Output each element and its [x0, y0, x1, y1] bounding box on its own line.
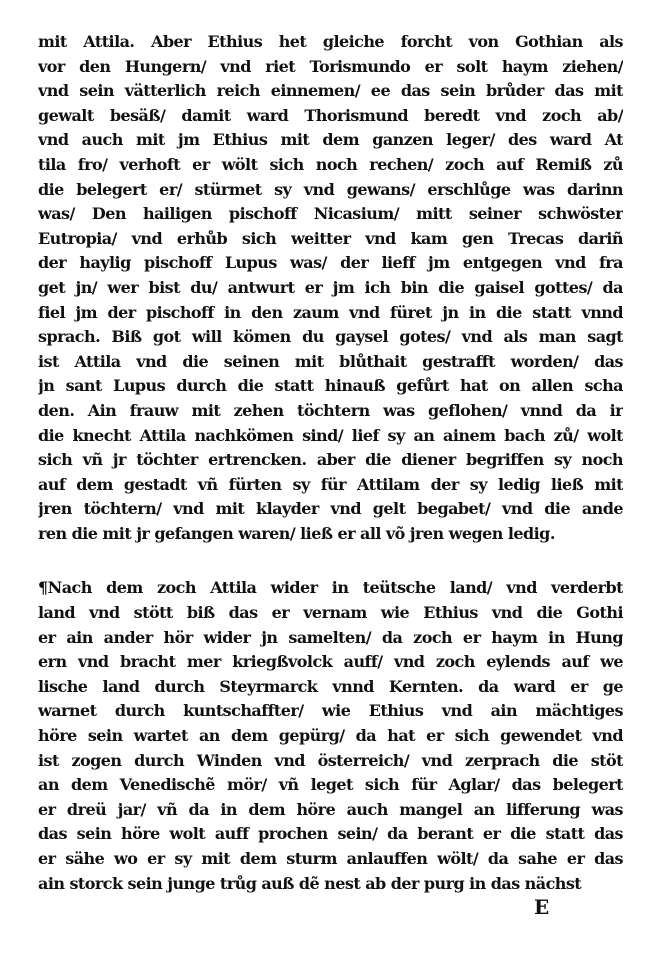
text-line: get jn/ wer bist du/ antwurt er jm ich bin die gaisel gottes/ da — [38, 277, 623, 297]
text-line: ist Attila vnd die seinen mit blůthait gestrafft worden/ das — [38, 351, 623, 371]
page-text-block — [38, 30, 623, 896]
text-line: gewalt besäß/ damit ward Thorismund beredt vnd zoch ab/ — [38, 105, 623, 125]
text-line: ren die mit jr gefangen waren/ ließ er all võ jren wegen ledig. — [38, 523, 555, 543]
text-line: Eutropia/ vnd erhůb sich weitter vnd kam gen Trecas dariñ — [38, 228, 623, 248]
text-line: mit Attila. Aber Ethius het gleiche forcht von Gothian als — [38, 32, 623, 51]
text-line: lische land durch Steyrmarck vnnd Kernten. da ward er ge — [38, 676, 623, 696]
text-line: er ain ander hör wider jn samelten/ da zoch er haym in Hung — [38, 627, 623, 647]
text-line: die knecht Attila nachkömen sind/ lief sy an ainem bach zů/ wolt — [38, 425, 623, 445]
text-line: der haylig pischoff Lupus was/ der lieff jm entgegen vnd fra — [38, 253, 623, 273]
paragraph-gap — [38, 546, 623, 576]
catchword: E — [534, 895, 550, 919]
text-line: vnd auch mit jm Ethius mit dem ganzen leger/ des ward At — [38, 130, 623, 150]
text-line: er sähe wo er sy mit dem sturm anlauffen wölt/ da sahe er das — [38, 849, 623, 868]
text-line: die belegert er/ stürmet sy vnd gewans/ erschlůge was darinn — [38, 179, 623, 199]
text-line: ern vnd bracht mer kriegßvolck auff/ vnd zoch eylends auf we — [38, 652, 623, 672]
text-line: ain storck sein junge trůg auß dẽ nest ab der purg in das nächst — [38, 873, 582, 893]
text-line: auf dem gestadt vñ fürten sy für Attilam der sy ledig ließ mit — [38, 474, 623, 494]
text-line: das sein höre wolt auff prochen sein/ da berant er die statt das — [38, 824, 623, 844]
text-line: den. Ain frauw mit zehen töchtern was geflohen/ vnnd da ir — [38, 400, 623, 420]
text-line: warnet durch kuntschaffter/ wie Ethius vnd ain mächtiges — [38, 701, 623, 721]
text-line: ist zogen durch Winden vnd österreich/ vnd zerprach die stöt — [38, 750, 623, 770]
text-line: an dem Venedischẽ mör/ vñ leget sich für Aglar/ das belegert — [38, 775, 623, 795]
text-line: vnd sein vätterlich reich einnemen/ ee das sein brůder das mit — [38, 81, 623, 101]
text-line: höre sein wartet an dem gepürg/ da hat er sich gewendet vnd — [38, 726, 623, 746]
text-line: jren töchtern/ vnd mit klayder vnd gelt begabet/ vnd die ande — [38, 499, 623, 519]
text-line: vor den Hungern/ vnd riet Torismundo er solt haym ziehen/ — [38, 56, 623, 76]
text-line: sich vñ jr töchter ertrencken. aber die diener begriffen sy noch — [38, 450, 623, 470]
text-line: fiel jm der pischoff in den zaum vnd füret jn in die statt vnnd — [38, 302, 623, 322]
text-line: ¶Nach dem zoch Attila wider in teütsche land/ vnd verderbt — [38, 578, 623, 598]
text-line: was/ Den hailigen pischoff Nicasium/ mitt seiner schwöster — [38, 204, 623, 224]
text-line: er dreü jar/ vñ da in dem höre auch mangel an lifferung was — [38, 799, 623, 819]
text-line: tila fro/ verhoft er wölt sich noch rechen/ zoch auf Remiß zů — [38, 154, 623, 174]
text-line: jn sant Lupus durch die statt hinauß gefůrt hat on allen scha — [38, 376, 623, 396]
text-line: land vnd stött biß das er vernam wie Ethius vnd die Gothi — [38, 603, 623, 623]
text-line: sprach. Biß got will kömen du gaysel gotes/ vnd als man sagt — [38, 327, 623, 347]
